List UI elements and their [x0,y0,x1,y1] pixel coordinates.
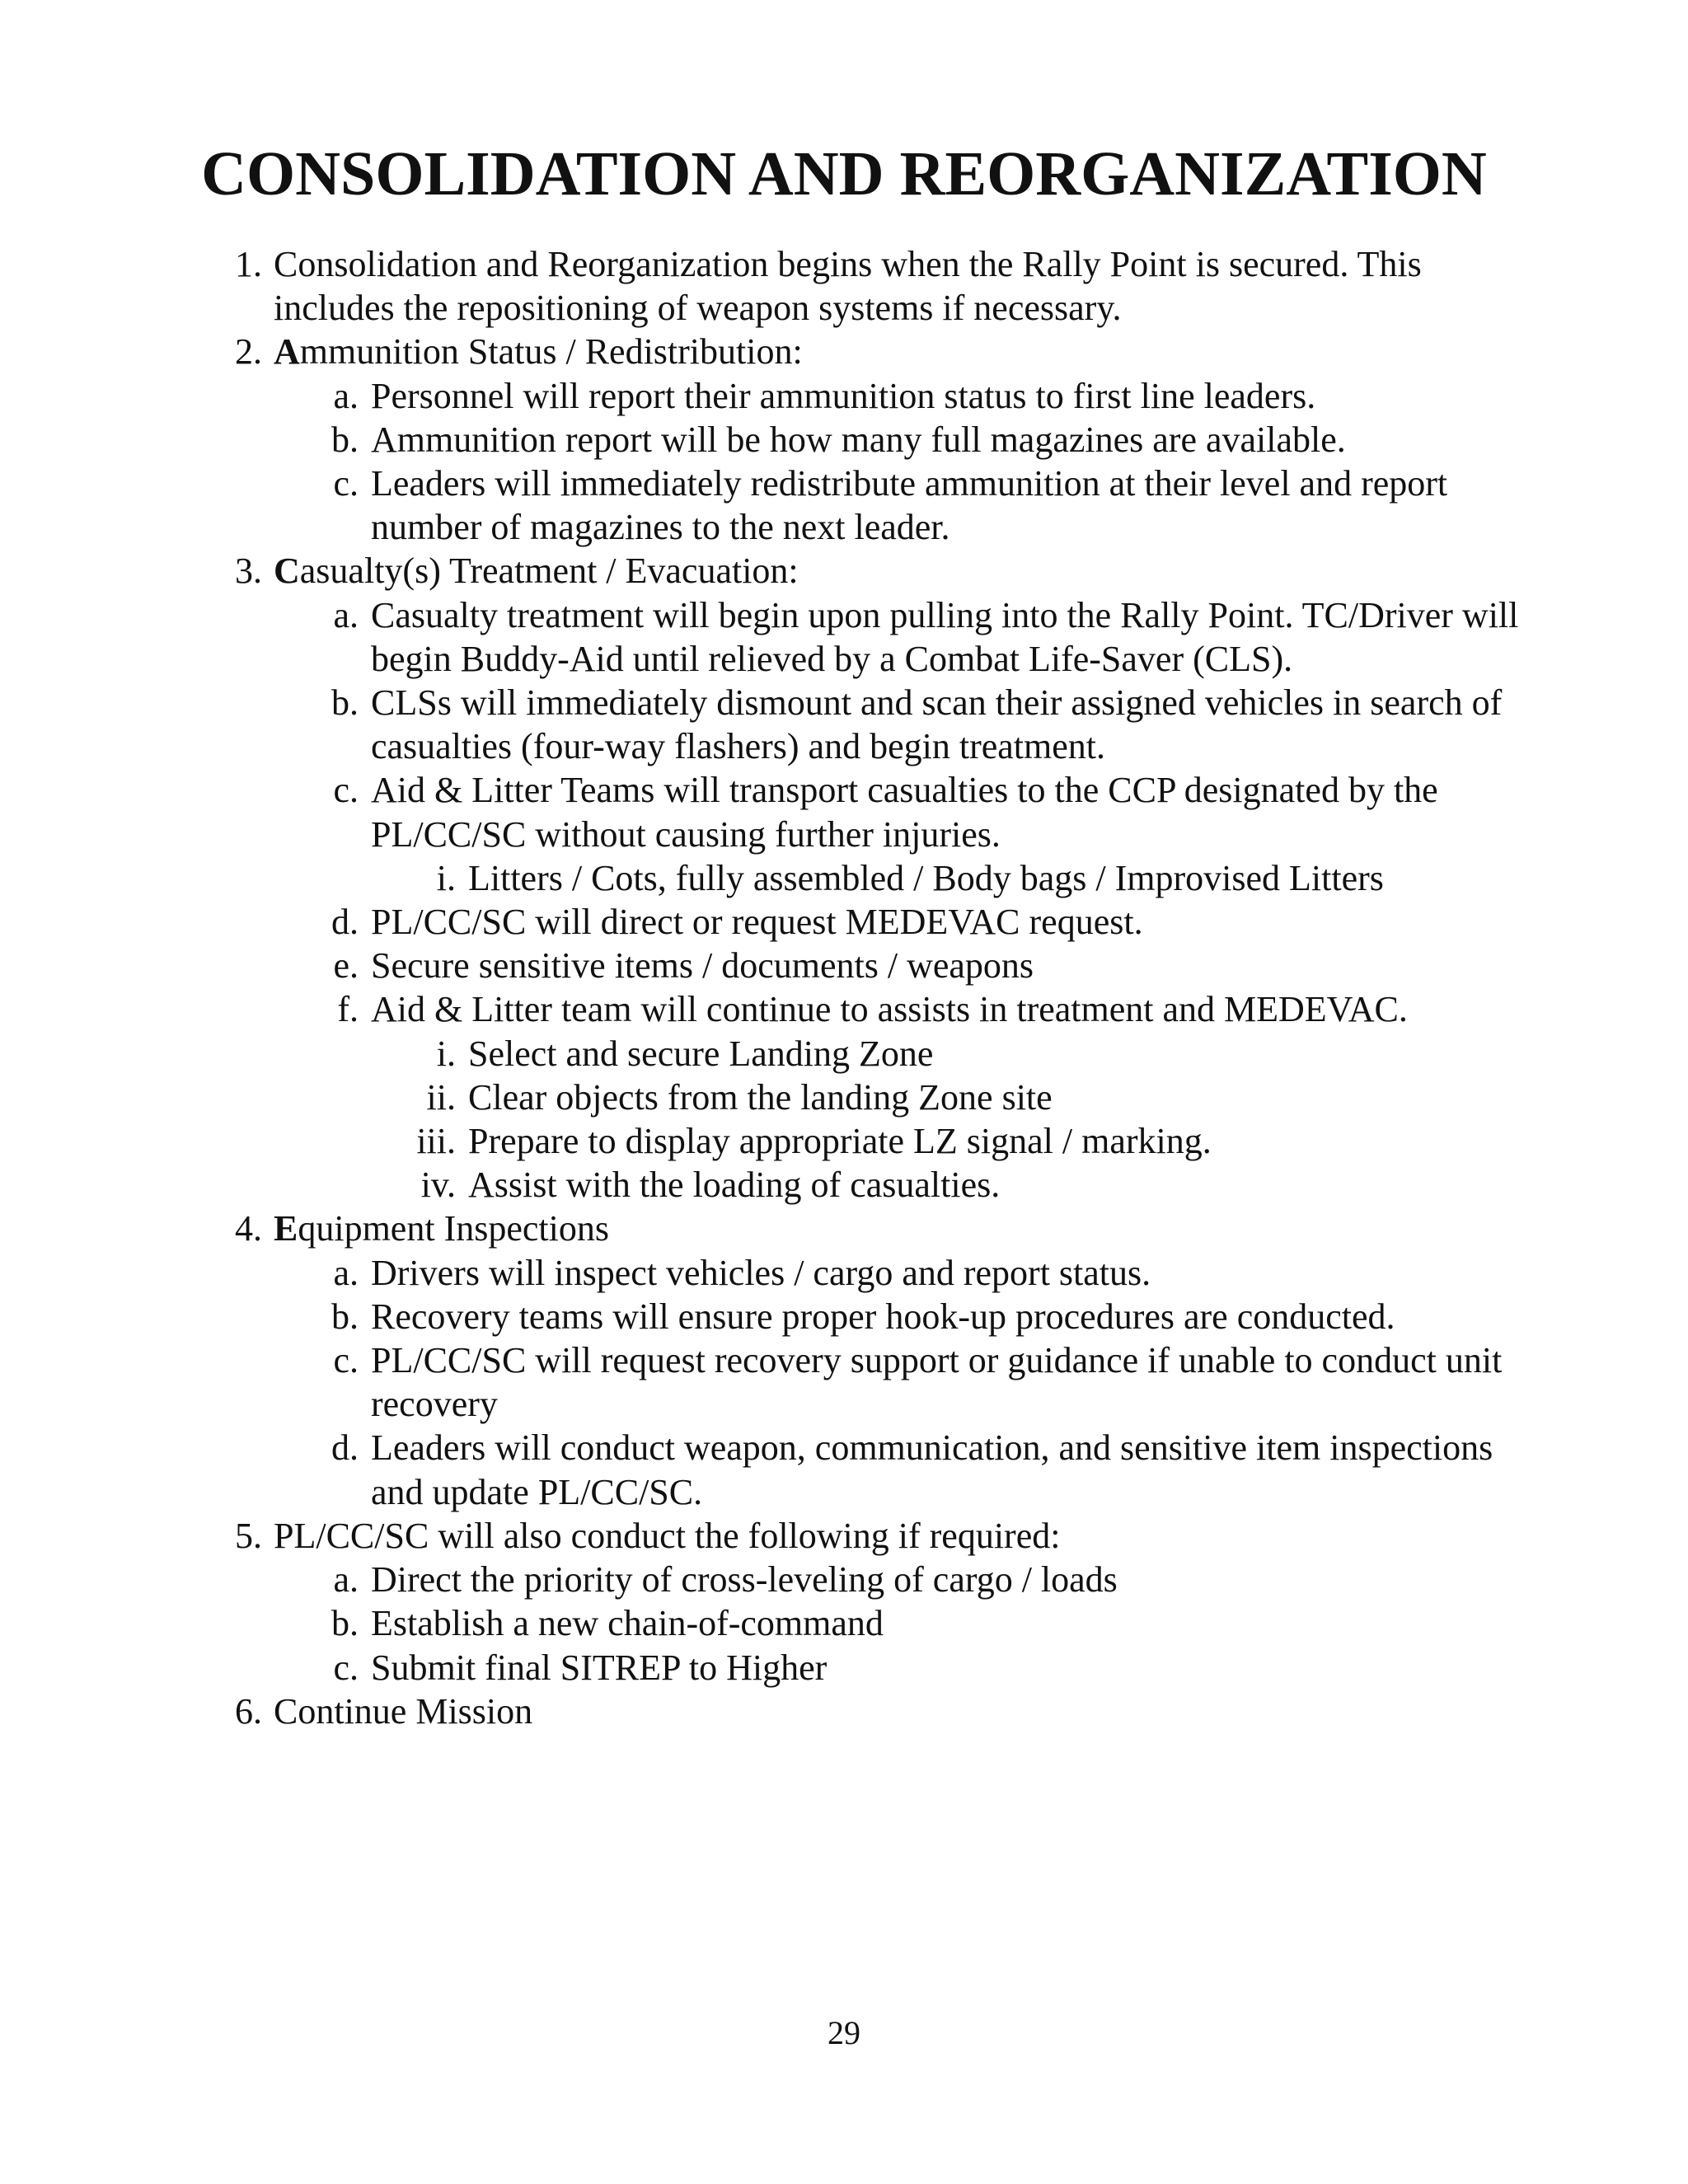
sub-item-letter: c. [333,463,359,504]
item-text: PL/CC/SC will also conduct the following if required: [274,1515,1061,1556]
sub-sub-item-numeral: ii. [426,1076,456,1118]
sub-sub-item-numeral: iii. [416,1121,456,1162]
sub-item-letter: a. [333,1252,359,1293]
sub-item [0,1426,1688,1513]
sub-item [0,1338,1688,1426]
item-initial: A [274,331,300,373]
sub-item-text: Recovery teams will ensure proper hook-up procedures are conducted. [371,1296,1395,1337]
sub-item-letter: b. [331,1296,359,1337]
sub-item-letter: c. [333,770,359,811]
sub-sub-item-text: Assist with the loading of casualties. [468,1165,1001,1206]
sub-item [0,374,1688,418]
list-item [0,1514,1688,1558]
item-text: Consolidation and Reorganization begins when the Rally Point is secured. This includes the repositioning of weapon systems if necessary. [274,244,1422,329]
item-text: quipment Inspections [298,1208,609,1249]
sub-item-text: Drivers will inspect vehicles / cargo and report status. [371,1252,1151,1293]
item-initial: E [274,1208,298,1249]
sub-sub-item [0,1076,1688,1119]
item-number: 2. [235,331,262,373]
sub-item-letter: d. [331,902,359,943]
sub-sub-item-text: Litters / Cots, fully assembled / Body bags / Improvised Litters [468,857,1384,898]
list-item [0,1207,1688,1250]
sub-sub-item-numeral: iv. [420,1165,456,1206]
sub-item-text: Aid & Litter Teams will transport casualties to the CCP designated by the PL/CC/SC without causing further injuries. [371,770,1438,855]
item-text: Continue Mission [274,1690,533,1732]
sub-item [0,593,1688,681]
page-number: 29 [828,2014,860,2051]
sub-item-letter: f. [337,989,359,1030]
sub-item [0,987,1688,1031]
sub-item-text: Submit final SITREP to Higher [371,1647,828,1688]
sub-item [0,944,1688,987]
sub-item-text: Personnel will report their ammunition status to first line leaders. [371,375,1316,416]
sub-item-text: Establish a new chain-of-command [371,1603,884,1644]
sub-sub-item-text: Select and secure Landing Zone [468,1033,934,1074]
sub-item-text: Leaders will immediately redistribute ammunition at their level and report number of magazines to the next leader. [371,463,1448,548]
sub-item [0,1601,1688,1645]
item-text: asualty(s) Treatment / Evacuation: [299,551,799,592]
procedure-list [0,242,1688,1733]
sub-item-text: CLSs will immediately dismount and scan their assigned vehicles in search of casualties (four-way flashers) and begin treatment. [371,682,1503,767]
sub-item-letter: c. [333,1340,359,1381]
sub-sub-item [0,1119,1688,1163]
sub-item [0,418,1688,462]
list-item [0,1690,1688,1733]
sub-item-letter: b. [331,419,359,460]
sub-item [0,768,1688,855]
list-item [0,549,1688,593]
item-number: 4. [235,1208,262,1249]
item-number: 1. [235,244,262,284]
page-title: CONSOLIDATION AND REORGANIZATION [201,139,1487,209]
sub-item [0,681,1688,768]
item-number: 5. [235,1515,262,1556]
sub-item-text: Direct the priority of cross-leveling of cargo / loads [371,1559,1118,1601]
sub-item [0,900,1688,944]
sub-item-letter: e. [333,945,359,987]
sub-item-letter: c. [333,1647,359,1688]
sub-item-text: Ammunition report will be how many full magazines are available. [371,419,1346,460]
sub-item [0,1558,1688,1601]
sub-item [0,1295,1688,1338]
sub-item [0,462,1688,549]
sub-item-letter: a. [333,594,359,635]
sub-item-letter: d. [331,1427,359,1469]
sub-sub-item-numeral: i. [436,1033,456,1074]
sub-item-text: Secure sensitive items / documents / weapons [371,945,1034,987]
item-initial: C [274,551,300,592]
item-number: 3. [235,551,262,592]
sub-sub-item-numeral: i. [436,857,456,898]
sub-item-text: PL/CC/SC will direct or request MEDEVAC request. [371,902,1143,943]
sub-sub-item [0,1163,1688,1207]
sub-item-text: Leaders will conduct weapon, communication, and sensitive item inspections and update PL/CC/SC. [371,1427,1493,1512]
sub-item-letter: b. [331,682,359,724]
list-item [0,242,1688,330]
sub-item [0,1646,1688,1690]
sub-item-letter: a. [333,1559,359,1601]
item-text: mmunition Status / Redistribution: [299,331,803,373]
sub-item-letter: a. [333,375,359,416]
item-number: 6. [235,1690,262,1732]
sub-sub-item-text: Clear objects from the landing Zone site [468,1076,1053,1118]
sub-item-text: Aid & Litter team will continue to assists in treatment and MEDEVAC. [371,989,1408,1030]
sub-item-text: PL/CC/SC will request recovery support or guidance if unable to conduct unit recovery [371,1340,1503,1425]
sub-item [0,1251,1688,1295]
sub-item-text: Casualty treatment will begin upon pulling into the Rally Point. TC/Driver will begin Buddy-Aid until relieved by a Combat Life-Saver (CLS). [371,594,1519,679]
sub-sub-item-text: Prepare to display appropriate LZ signal / marking. [468,1121,1212,1162]
sub-sub-item [0,1032,1688,1076]
sub-sub-item [0,856,1688,900]
sub-item-letter: b. [331,1603,359,1644]
list-item [0,330,1688,373]
